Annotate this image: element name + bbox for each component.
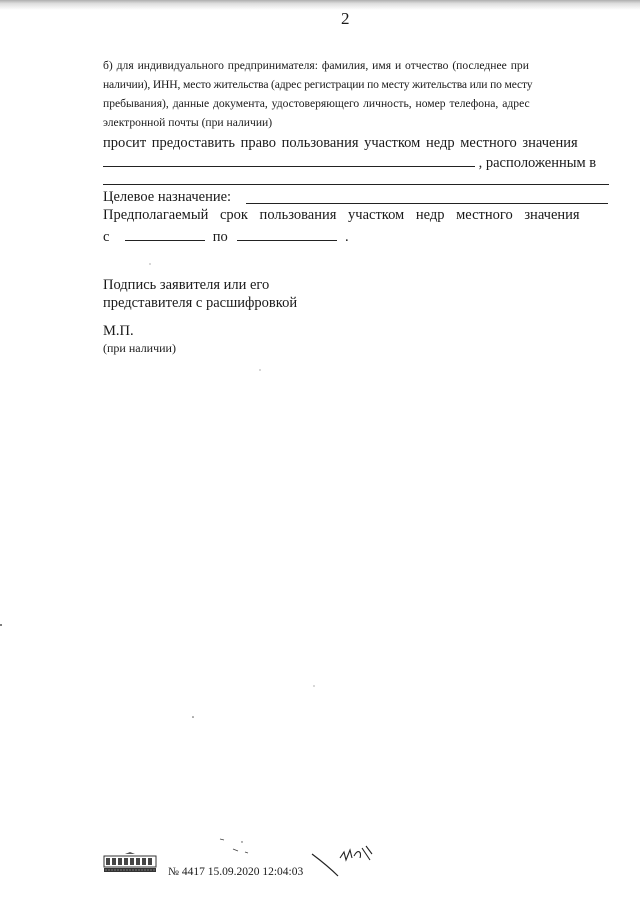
paragraph-b bbox=[103, 56, 609, 132]
request-line-2 bbox=[103, 152, 609, 172]
request-text: просит предоставить право пользования участком недр местного значения bbox=[103, 135, 578, 151]
signature-label-line-2: представителя с расшифровкой bbox=[103, 295, 298, 311]
term-to-blank[interactable] bbox=[237, 226, 337, 241]
purpose-row bbox=[103, 189, 231, 206]
paragraph-b-line: наличии), ИНН, место жительства (адрес регистрации по месту жительства или по месту bbox=[103, 78, 533, 91]
signature-scribble-icon bbox=[310, 838, 390, 878]
paragraph-b-line: б) для индивидуального предпринимателя: фамилия, имя и отчество (последнее при bbox=[103, 59, 529, 72]
located-in-text: , расположенным в bbox=[478, 155, 597, 171]
paragraph-b-line: пребывания), данные документа, удостоверяющего личность, номер телефона, адрес bbox=[103, 97, 530, 110]
scan-top-edge bbox=[0, 0, 640, 10]
registration-stamp-text: № 4417 15.09.2020 12:04:03 bbox=[168, 866, 304, 878]
purpose-blank[interactable] bbox=[246, 203, 608, 204]
page-number: 2 bbox=[341, 9, 350, 28]
purpose-label: Целевое назначение: bbox=[103, 189, 232, 205]
term-to-label: по bbox=[212, 229, 228, 245]
subsoil-name-blank[interactable] bbox=[103, 152, 475, 167]
term-dates-row bbox=[103, 226, 349, 246]
term-end-mark: . bbox=[344, 229, 349, 245]
registry-stamp-icon bbox=[103, 852, 157, 874]
term-from-label: с bbox=[103, 229, 110, 245]
term-from-blank[interactable] bbox=[125, 226, 205, 241]
seal-label: М.П. bbox=[103, 323, 134, 339]
seal-note: (при наличии) bbox=[103, 341, 176, 355]
paragraph-b-line: электронной почты (при наличии) bbox=[103, 116, 273, 129]
location-blank[interactable] bbox=[103, 184, 609, 185]
signature-label-line-1: Подпись заявителя или его bbox=[103, 277, 270, 293]
term-label: Предполагаемый срок пользования участком недр местного значения bbox=[103, 207, 580, 223]
